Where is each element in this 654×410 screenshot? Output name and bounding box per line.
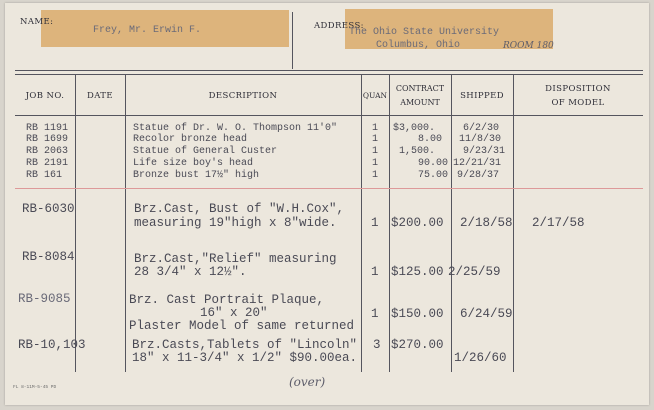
address-line-2: Columbus, Ohio	[376, 40, 461, 51]
col-line-shipped	[513, 75, 514, 372]
name-label: NAME:	[20, 17, 54, 27]
address-line-1: The Ohio State University	[349, 27, 500, 38]
col-header-shipped: SHIPPED	[460, 91, 504, 101]
col-line-quan	[389, 75, 390, 372]
col-header-description: DESCRIPTION	[208, 91, 278, 101]
column-header-rule	[15, 115, 643, 116]
red-rule	[15, 188, 643, 189]
col-line-date	[125, 75, 126, 372]
header-rule-bottom	[15, 74, 643, 75]
col-line-desc	[361, 75, 362, 372]
address-room-note: ROOM 180	[503, 41, 554, 51]
form-code: FL 8-11M-5-45 PD	[13, 385, 57, 390]
record-card: NAME: Frey, Mr. Erwin F. ADDRESS: The Ohio State University Columbus, Ohio ROOM 180 JOB NO. DATE DESCRIPTION QUAN CONTRACT AMOUNT SHIPPED DISPOSITION OF MODEL RB 1191 Statue of Dr. W. O. Thompson 11'0" 1 $3,000. 6/2/30 RB 1699 Recolor bronze head 1 8.00 11/8/30 RB 2063 Statue of General Custer 1 1,500. 9/23/31 RB 2191 Life size boy's head 1 90.00 12/21/31 RB 161 Bronze bust 17½" high 1 75.00 9/28/37 RB-6030 Brz.Cast, Bust of "W.H.Cox", measuring 19"high x 8"wide. 1 $200.00 2/18/58 2/17/58 RB-8084 Brz.Cast,"Relief" measuring 28 3/4" x 12½". 1 $125.00 2/25/59 RB-9085 Brz. Cast Portrait Plaque, 16" x 20" Plaster Model of same returned 1 $150.00 6/24/59 RB-10,103 Brz.Casts,Tablets of "Lincoln" 18" x 11-3/4" x 1/2" $90.00ea. 3 $270.00 1/26/60 (over) FL 8-11M-5-45 PD	[5, 3, 649, 405]
name-value: Frey, Mr. Erwin F.	[93, 25, 202, 36]
col-header-date: DATE	[87, 91, 113, 101]
col-header-quan: QUAN	[362, 91, 388, 100]
header-rule-top	[15, 70, 643, 71]
col-header-job-no: JOB NO.	[25, 91, 65, 101]
col-line-job	[75, 75, 76, 372]
header-divider	[292, 12, 293, 69]
address-label: ADDRESS:	[314, 21, 364, 31]
over-note: (over)	[289, 375, 326, 389]
col-line-amount	[451, 75, 452, 372]
